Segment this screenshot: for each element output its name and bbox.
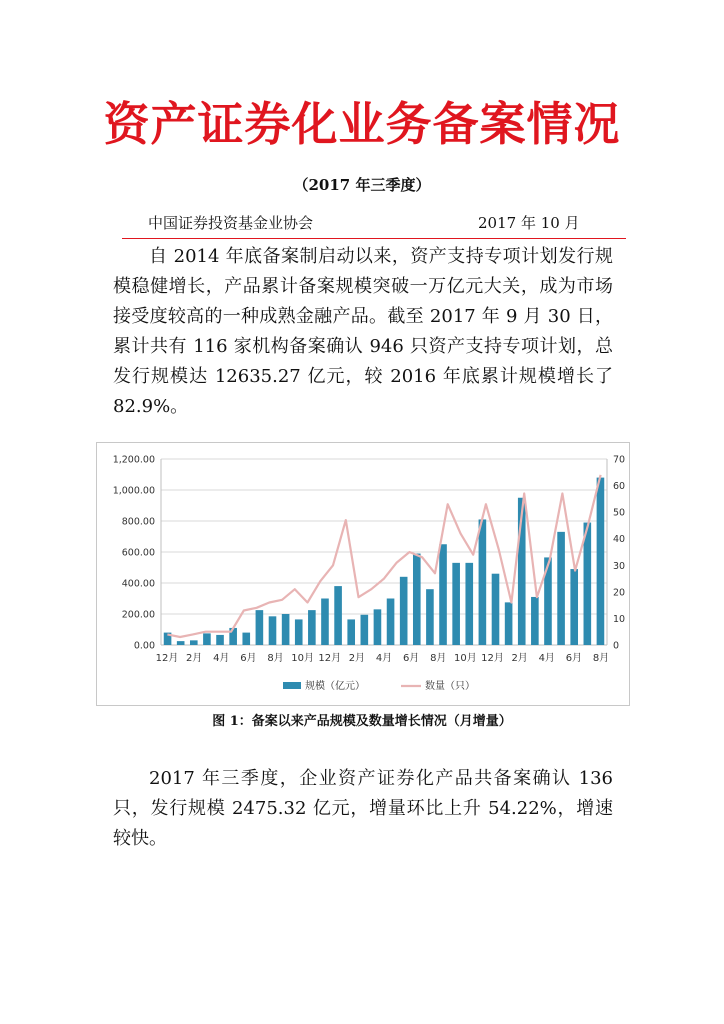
y-left-tick-label: 0.00 [133,640,155,652]
bar [190,640,198,645]
y-left-tick-label: 600.00 [121,547,155,559]
document-title: 资产证券化业务备案情况 [103,97,621,151]
y-right-tick-label: 70 [613,454,626,466]
bar [570,569,578,645]
intro-paragraph: 自 2014 年底备案制启动以来，资产支持专项计划发行规模稳健增长，产品累计备案规模突破一万亿元大关，成为市场接受度较高的一种成熟金融产品。截至 2017 年 9 月 30 日，累计共有 116 家机构备案确认 946 只资产支持专项计划，总发行规模达 12635.27 亿元，较 2016 年底累计规模增长了 82.9%。 [113,246,613,417]
x-tick-label: 2月 [185,653,203,664]
legend-swatch-scale [283,682,301,689]
y-left-tick-label: 200.00 [121,609,155,621]
bar [452,563,460,645]
y-left-tick-label: 400.00 [121,578,155,590]
issue-date: 2017 年 10 月 [478,214,580,232]
y-right-tick-label: 0 [613,640,620,652]
y-left-tick-label: 800.00 [121,516,155,528]
x-tick-label: 10月 [291,653,314,664]
bar [505,602,513,645]
bar [531,597,539,645]
x-tick-label: 2月 [348,653,366,664]
x-tick-label: 6月 [565,653,583,664]
x-tick-label: 10月 [454,653,477,664]
x-tick-label: 12月 [481,653,504,664]
x-tick-label: 6月 [240,653,257,664]
x-tick-label: 6月 [402,653,420,664]
y-left-tick-label: 1,000.00 [112,485,155,497]
bar [413,554,421,645]
y-right-tick-label: 60 [613,481,626,493]
x-tick-label: 8月 [592,653,610,664]
bar [321,599,329,646]
y-right-tick-label: 10 [613,613,626,625]
bar [374,609,382,645]
y-right-tick-label: 20 [613,587,626,599]
bar [400,577,408,645]
y-right-tick-label: 40 [613,534,626,546]
bar [256,610,264,645]
bar [439,544,447,645]
bar [492,574,500,645]
x-tick-label: 2月 [511,653,528,664]
bar [269,616,277,645]
growth-chart [96,442,630,706]
bar [216,635,224,645]
y-right-tick-label: 50 [613,507,626,519]
quarter-summary-paragraph: 2017 年三季度，企业资产证券化产品共备案确认 136 只，发行规模 2475.32 亿元，增量环比上升 54.22%，增速较快。 [113,768,613,849]
x-tick-label: 12月 [318,653,342,664]
bar [242,633,250,645]
bar [426,589,434,645]
x-tick-label: 8月 [267,653,284,664]
bar [203,633,211,645]
y-left-tick-label: 1,200.00 [112,454,155,466]
figure-caption: 图 1：备案以来产品规模及数量增长情况（月增量） [212,714,512,729]
document-subtitle: （2017 年三季度） [293,176,431,194]
legend-label-scale: 规模（亿元） [305,681,365,692]
header-divider [122,238,626,239]
bar [334,586,342,645]
x-tick-label: 4月 [375,653,393,664]
x-tick-label: 12月 [155,653,179,664]
y-right-tick-label: 30 [613,560,626,572]
x-tick-label: 4月 [213,653,230,664]
bar [177,641,185,645]
bar [557,532,565,645]
x-tick-label: 8月 [430,653,447,664]
legend-label-count: 数量（只） [425,681,475,692]
bar [387,599,395,646]
bar [308,610,316,645]
x-tick-label: 4月 [538,653,555,664]
bar [479,519,487,645]
growth-chart-svg [97,443,629,705]
bar [465,563,473,645]
bar [295,619,303,645]
bar [597,478,605,645]
bar [361,615,369,645]
issuer-organization: 中国证券投资基金业协会 [148,214,314,232]
bar [584,523,592,645]
bar [347,619,355,645]
bar [229,628,237,645]
bar [282,614,290,645]
